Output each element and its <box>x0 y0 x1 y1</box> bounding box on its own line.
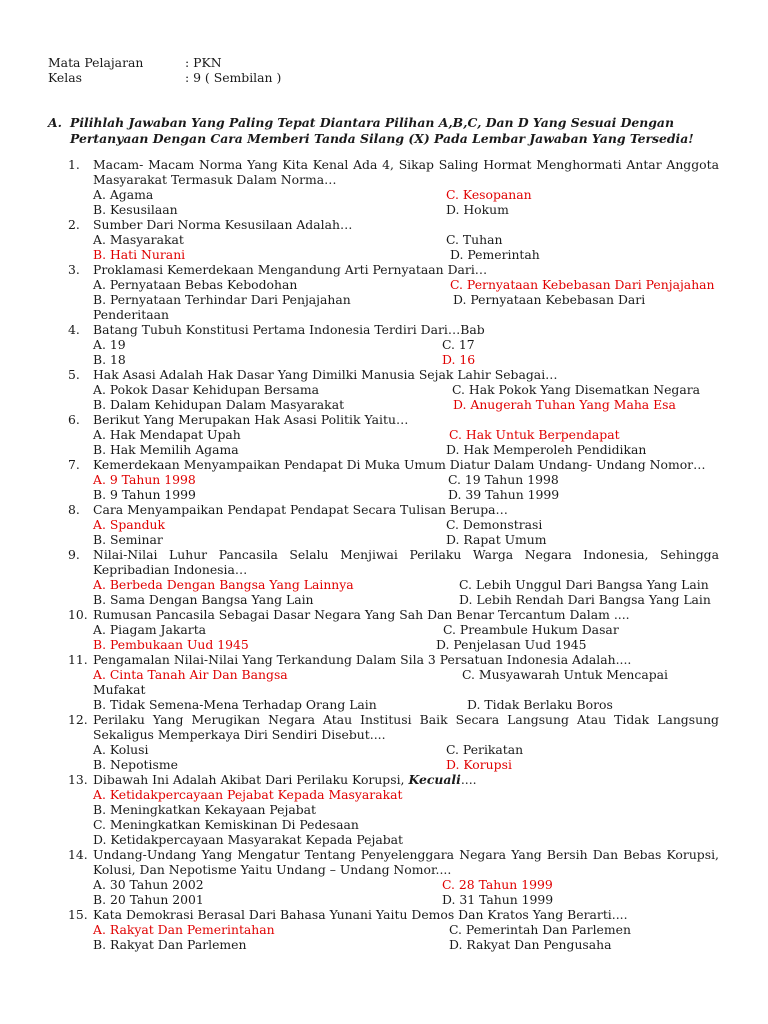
option-d[interactable]: D. 39 Tahun 1999 <box>448 487 560 502</box>
option-c[interactable]: C. Musyawarah Untuk Mencapai <box>462 667 668 682</box>
question-text-main: Proklamasi Kemerdekaan Mengandung Arti Pernyataan Dari… <box>93 262 488 277</box>
option-d[interactable]: D. 16 <box>442 352 476 367</box>
option-b[interactable]: B. Pembukaan Uud 1945 <box>93 637 249 652</box>
question-item <box>0 847 768 907</box>
option-d[interactable]: D. Hokum <box>446 202 509 217</box>
option-c[interactable]: C. Perikatan <box>446 742 524 757</box>
question-number: 8. <box>68 502 80 517</box>
option-c[interactable]: C. Hak Pokok Yang Disematkan Negara <box>452 382 701 397</box>
option-row <box>0 382 768 397</box>
question-list <box>0 157 768 952</box>
question-text <box>93 772 719 787</box>
question-number: 12. <box>68 712 88 727</box>
option-row <box>0 277 768 292</box>
question-number: 1. <box>68 157 80 172</box>
option-a[interactable]: A. Spanduk <box>93 517 166 532</box>
question-number: 13. <box>68 772 88 787</box>
question-number: 4. <box>68 322 80 337</box>
option-d[interactable]: D. Hak Memperoleh Pendidikan <box>446 442 647 457</box>
option-d[interactable]: D. Korupsi <box>446 757 512 772</box>
option-a[interactable]: A. Hak Mendapat Upah <box>93 427 241 442</box>
option-row <box>0 337 768 352</box>
question-number: 7. <box>68 457 80 472</box>
question-text-main: Kata Demokrasi Berasal Dari Bahasa Yunani Yaitu Demos Dan Kratos Yang Berarti.... <box>93 907 628 922</box>
option-a[interactable]: A. 19 <box>93 337 126 352</box>
option-row <box>0 577 768 592</box>
option-row <box>0 292 768 307</box>
option-d[interactable]: D. Pemerintah <box>450 247 540 262</box>
question-text <box>93 652 719 667</box>
question-text-main: Macam- Macam Norma Yang Kita Kenal Ada 4, Sikap Saling Hormat Menghormati Antar Anggota Masyarakat Termasuk Dalam Norma… <box>93 157 719 187</box>
question-item <box>0 712 768 772</box>
option-b[interactable]: B. Pernyataan Terhindar Dari Penjajahan <box>93 292 351 307</box>
question-number: 10. <box>68 607 88 622</box>
question-item <box>0 262 768 322</box>
option-c[interactable]: C. Pemerintah Dan Parlemen <box>449 922 631 937</box>
option-row <box>0 187 768 202</box>
option-row <box>0 832 768 847</box>
question-text <box>93 217 719 232</box>
option-d[interactable]: D. Lebih Rendah Dari Bangsa Yang Lain <box>459 592 711 607</box>
question-text-main: Batang Tubuh Konstitusi Pertama Indonesia Terdiri Dari…Bab <box>93 322 485 337</box>
question-text-main: Cara Menyampaikan Pendapat Pendapat Secara Tulisan Berupa… <box>93 502 508 517</box>
question-number: 15. <box>68 907 88 922</box>
option-row <box>0 787 768 802</box>
option-row <box>0 532 768 547</box>
option-b[interactable]: B. Kesusilaan <box>93 202 178 217</box>
option-d[interactable]: D. Anugerah Tuhan Yang Maha Esa <box>453 397 676 412</box>
option-row <box>0 937 768 952</box>
option-a[interactable]: A. Masyarakat <box>93 232 184 247</box>
option-b[interactable]: B. Seminar <box>93 532 163 547</box>
option-a[interactable]: A. Cinta Tanah Air Dan Bangsa <box>93 667 288 682</box>
option-row <box>0 427 768 442</box>
option-d[interactable]: D. Tidak Berlaku Boros <box>467 697 613 712</box>
option-row <box>0 472 768 487</box>
question-text <box>93 847 719 877</box>
question-item <box>0 652 768 712</box>
option-row <box>0 352 768 367</box>
subject-value: : PKN <box>185 55 222 70</box>
question-item <box>0 457 768 502</box>
option-row <box>0 697 768 712</box>
option-c[interactable]: C. 17 <box>442 337 475 352</box>
question-text <box>93 547 719 577</box>
question-item <box>0 322 768 367</box>
option-c[interactable]: C. 28 Tahun 1999 <box>442 877 553 892</box>
question-item <box>0 547 768 607</box>
option-c[interactable]: C. Preambule Hukum Dasar <box>443 622 619 637</box>
option-a[interactable]: A. Piagam Jakarta <box>93 622 207 637</box>
question-text-main: Kemerdekaan Menyampaikan Pendapat Di Muka Umum Diatur Dalam Undang- Undang Nomor… <box>93 457 706 472</box>
option-d[interactable]: D. 31 Tahun 1999 <box>442 892 554 907</box>
question-text-emphasis: Kecuali <box>408 772 461 787</box>
option-row <box>0 232 768 247</box>
option-b[interactable]: B. Tidak Semena-Mena Terhadap Orang Lain <box>93 697 377 712</box>
option-row <box>0 442 768 457</box>
question-number: 9. <box>68 547 80 562</box>
option-row <box>0 397 768 412</box>
option-a[interactable]: A. Rakyat Dan Pemerintahan <box>93 922 275 937</box>
question-item <box>0 157 768 217</box>
question-item <box>0 217 768 262</box>
option-a[interactable]: A. Kolusi <box>93 742 149 757</box>
option-row <box>0 637 768 652</box>
option-b[interactable]: B. Dalam Kehidupan Dalam Masyarakat <box>93 397 345 412</box>
question-item <box>0 367 768 412</box>
option-c[interactable]: C. Demonstrasi <box>446 517 543 532</box>
option-c-continued: Mufakat <box>93 682 146 697</box>
option-b[interactable]: B. Sama Dengan Bangsa Yang Lain <box>93 592 314 607</box>
question-number: 3. <box>68 262 80 277</box>
option-row <box>0 802 768 817</box>
question-text <box>93 367 719 382</box>
class-label: Kelas <box>48 70 82 85</box>
option-row <box>0 622 768 637</box>
question-text-main: Rumusan Pancasila Sebagai Dasar Negara Yang Sah Dan Benar Tercantum Dalam .... <box>93 607 630 622</box>
question-number: 14. <box>68 847 88 862</box>
option-row <box>0 742 768 757</box>
option-c[interactable]: C. Pernyataan Kebebasan Dari Penjajahan <box>450 277 715 292</box>
question-text-main: Pengamalan Nilai-Nilai Yang Terkandung Dalam Sila 3 Persatuan Indonesia Adalah.... <box>93 652 632 667</box>
question-text <box>93 262 719 277</box>
question-item <box>0 502 768 547</box>
option-row <box>0 307 768 322</box>
option-c[interactable]: C. Kesopanan <box>446 187 532 202</box>
section-letter: A. <box>48 115 62 130</box>
option-row <box>0 487 768 502</box>
section-instruction: Pilihlah Jawaban Yang Paling Tepat Diantara Pilihan A,B,C, Dan D Yang Sesuai Dengan Pertanyaan Dengan Cara Memberi Tanda Silang (X) Pada Lembar Jawaban Yang Tersedia! <box>70 115 694 146</box>
option-b[interactable]: B. 18 <box>93 352 126 367</box>
option-row <box>0 757 768 772</box>
question-text-main: Sumber Dari Norma Kesusilaan Adalah… <box>93 217 353 232</box>
question-text <box>93 502 719 517</box>
question-text-main: Perilaku Yang Merugikan Negara Atau Institusi Baik Secara Langsung Atau Tidak Langsung Sekaligus Memperkaya Diri Sendiri Disebut.... <box>93 712 719 742</box>
question-text-main: Nilai-Nilai Luhur Pancasila Selalu Menjiwai Perilaku Warga Negara Indonesia, Sehingga Kepribadian Indonesia… <box>93 547 719 577</box>
option-c[interactable]: C. Hak Untuk Berpendapat <box>449 427 620 442</box>
option-d[interactable]: D. Rakyat Dan Pengusaha <box>449 937 612 952</box>
question-text-end: .... <box>460 772 477 787</box>
option-d[interactable]: D. Rapat Umum <box>446 532 547 547</box>
option-c[interactable]: C. Tuhan <box>446 232 503 247</box>
question-text <box>93 457 719 472</box>
question-text <box>93 322 719 337</box>
option-a[interactable]: A. 30 Tahun 2002 <box>93 877 204 892</box>
question-number: 6. <box>68 412 80 427</box>
question-text <box>93 607 719 622</box>
option-c[interactable]: C. 19 Tahun 1998 <box>448 472 559 487</box>
question-text-main: Berikut Yang Merupakan Hak Asasi Politik Yaitu… <box>93 412 409 427</box>
option-b[interactable]: B. Meningkatkan Kekayaan Pejabat <box>93 802 317 817</box>
option-row <box>0 202 768 217</box>
option-row <box>0 247 768 262</box>
option-row <box>0 817 768 832</box>
option-c[interactable]: C. Meningkatkan Kemiskinan Di Pedesaan <box>93 817 359 832</box>
option-b[interactable]: B. Hak Memilih Agama <box>93 442 239 457</box>
option-d[interactable]: D. Penjelasan Uud 1945 <box>436 637 587 652</box>
question-text-main: Undang-Undang Yang Mengatur Tentang Penyelenggara Negara Yang Bersih Dan Bebas Korupsi, Kolusi, Dan Nepotisme Yaitu Undang – Undang Nomor.... <box>93 847 719 877</box>
question-text-main: Dibawah Ini Adalah Akibat Dari Perilaku Korupsi, <box>93 772 405 787</box>
option-b[interactable]: B. 20 Tahun 2001 <box>93 892 204 907</box>
question-number: 2. <box>68 217 80 232</box>
question-item <box>0 412 768 457</box>
option-b[interactable]: B. Nepotisme <box>93 757 178 772</box>
question-number: 5. <box>68 367 80 382</box>
option-d-continued: Penderitaan <box>93 307 169 322</box>
question-item <box>0 607 768 652</box>
question-text-main: Hak Asasi Adalah Hak Dasar Yang Dimilki Manusia Sejak Lahir Sebagai… <box>93 367 558 382</box>
question-item <box>0 907 768 952</box>
option-b[interactable]: B. Hati Nurani <box>93 247 186 262</box>
option-row <box>0 877 768 892</box>
subject-label: Mata Pelajaran <box>48 55 144 70</box>
question-text <box>93 157 719 187</box>
option-c[interactable]: C. Lebih Unggul Dari Bangsa Yang Lain <box>459 577 709 592</box>
option-a[interactable]: A. Pokok Dasar Kehidupan Bersama <box>93 382 320 397</box>
option-d[interactable]: D. Ketidakpercayaan Masyarakat Kepada Pejabat <box>93 832 404 847</box>
option-a[interactable]: A. Berbeda Dengan Bangsa Yang Lainnya <box>93 577 354 592</box>
option-b[interactable]: B. 9 Tahun 1999 <box>93 487 196 502</box>
option-row <box>0 517 768 532</box>
question-text <box>93 712 719 742</box>
option-row <box>0 592 768 607</box>
question-text <box>93 907 719 922</box>
option-row <box>0 667 768 682</box>
option-d[interactable]: D. Pernyataan Kebebasan Dari <box>453 292 646 307</box>
option-b[interactable]: B. Rakyat Dan Parlemen <box>93 937 247 952</box>
question-item <box>0 772 768 847</box>
option-a[interactable]: A. 9 Tahun 1998 <box>93 472 196 487</box>
class-value: : 9 ( Sembilan ) <box>185 70 282 85</box>
option-a[interactable]: A. Agama <box>93 187 154 202</box>
option-a[interactable]: A. Ketidakpercayaan Pejabat Kepada Masyarakat <box>93 787 403 802</box>
question-number: 11. <box>68 652 88 667</box>
option-row <box>0 892 768 907</box>
question-text <box>93 412 719 427</box>
option-row <box>0 922 768 937</box>
option-row <box>0 682 768 697</box>
option-a[interactable]: A. Pernyataan Bebas Kebodohan <box>93 277 298 292</box>
